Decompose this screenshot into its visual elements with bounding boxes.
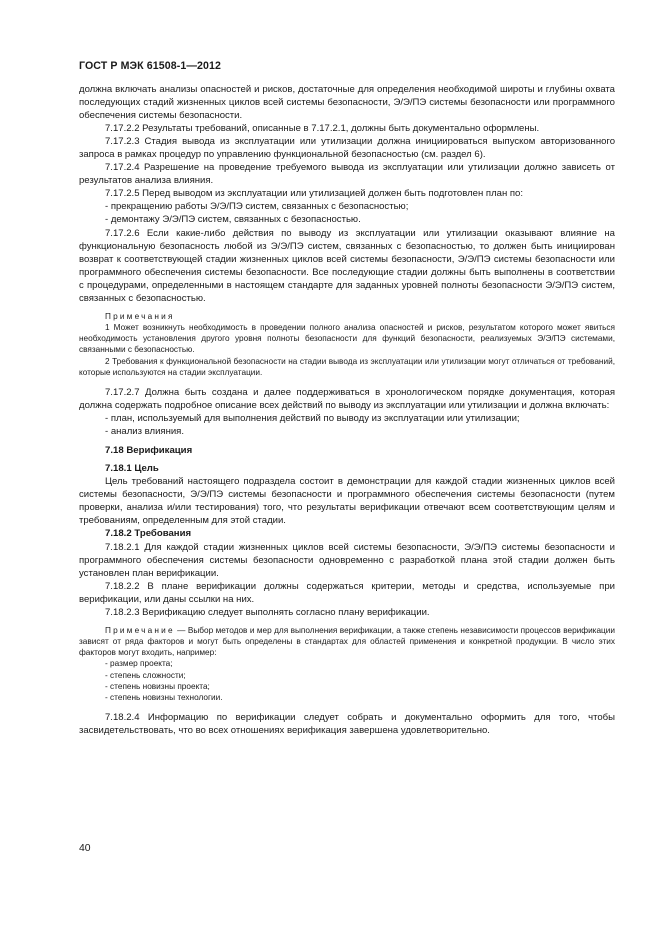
paragraph-7-17-2-7: 7.17.2.7 Должна быть создана и далее поддерживаться в хронологическом порядке документация, которая должна содержать подробное описание всех действий по выводу из эксплуатации или утилизации и должна включать: <box>79 387 615 412</box>
paragraph-7-17-2-5: 7.17.2.5 Перед выводом из эксплуатации или утилизацией должен быть подготовлен план по: <box>105 188 524 200</box>
list-item: - план, используемый для выполнения действий по выводу из эксплуатации или утилизации; <box>105 413 520 425</box>
paragraph-7-18-2-4: 7.18.2.4 Информацию по верификации следует собрать и документально оформить для того, чтобы засвидетельствовать, что во всех отношениях верификация завершена удовлетворительно. <box>79 712 615 737</box>
notes-title: Примечания <box>105 311 175 321</box>
page-number: 40 <box>79 843 91 854</box>
paragraph-goal: Цель требований настоящего подраздела состоит в демонстрации для каждой стадии жизненных циклов всей системы безопасности, Э/Э/ПЭ системы безопасности и программного обеспечения системы безопасности (путем проверки, анализа и/или тестирования) того, что результаты верификации отвечают всем соответствующим целям и требованиям, определенным для этой стадии. <box>79 476 615 527</box>
note-text: — Выбор методов и мер для выполнения верификации, а также степень независимости процессов верификации зависят от ряда факторов и могут быть определены в стандартах для областей применения и конкретной продукции. В число этих факторов могут входить, например: <box>79 625 615 658</box>
subsection-heading-7-18-2: 7.18.2 Требования <box>105 528 192 540</box>
paragraph-7-18-2-3: 7.18.2.3 Верификацию следует выполнять согласно плану верификации. <box>105 606 430 618</box>
note-item: 1 Может возникнуть необходимость в проведении полного анализа опасностей и рисков, результатом которого может явиться необходимость установления другого уровня полноты безопасности для функций безопасности, реализуемых Э/Э/ПЭ системами, связанными с безопасностью. <box>79 323 615 355</box>
note-list-item: - степень новизны проекта; <box>105 681 210 691</box>
page-content <box>79 83 615 737</box>
paragraph-7-17-2-2: 7.17.2.2 Результаты требований, описанные в 7.17.2.1, должны быть документально оформлены. <box>105 123 540 135</box>
paragraph-7-17-2-6: 7.17.2.6 Если какие-либо действия по выводу из эксплуатации или утилизации оказывают влияние на функциональную безопасность любой из Э/Э/ПЭ систем, связанных с безопасностью, то должен быть инициирован возврат к соответствующей стадии жизненных циклов всей системы безопасности, Э/Э/ПЭ системы безопасности или программного обеспечения системы безопасности. Все последующие стадии должны быть выполнены в соответствии с процедурами, определенными в настоящем стандарте для заданных уровней полноты безопасности Э/Э/ПЭ систем, связанных с безопасностью. <box>79 227 615 304</box>
section-heading-7-18: 7.18 Верификация <box>105 445 193 457</box>
note-item: 2 Требования к функциональной безопасности на стадии вывода из эксплуатации или утилизации могут отличаться от требований, которые используются на стадии эксплуатации. <box>79 356 615 377</box>
note-title: Примечание <box>105 625 175 635</box>
document-header: ГОСТ Р МЭК 61508-1—2012 <box>79 60 222 72</box>
paragraph-7-18-2-1: 7.18.2.1 Для каждой стадии жизненных циклов всей системы безопасности, Э/Э/ПЭ системы безопасности и программного обеспечения системы безопасности одновременно с разработкой плана этой стадии должен быть установлен план верификации. <box>79 541 615 579</box>
note-list-item: - размер проекта; <box>105 659 173 669</box>
paragraph-7-17-2-3: 7.17.2.3 Стадия вывода из эксплуатации или утилизации должна инициироваться выпуском авторизованного запроса в рамках процедур по управлению функциональной безопасностью (см. раздел 6). <box>79 136 615 161</box>
paragraph-7-17-2-4: 7.17.2.4 Разрешение на проведение требуемого вывода из эксплуатации или утилизации должно зависеть от результатов анализа влияния. <box>79 162 615 187</box>
note-list-item: - степень сложности; <box>105 670 186 680</box>
list-item: - прекращению работы Э/Э/ПЭ систем, связанных с безопасностью; <box>105 201 409 213</box>
subsection-heading-7-18-1: 7.18.1 Цель <box>105 463 159 475</box>
note-list-item: - степень новизны технологии. <box>105 693 223 703</box>
list-item: - анализ влияния. <box>105 426 185 438</box>
list-item: - демонтажу Э/Э/ПЭ систем, связанных с безопасностью. <box>105 214 361 226</box>
note-block <box>79 625 615 659</box>
paragraph-7-18-2-2: 7.18.2.2 В плане верификации должны содержаться критерии, методы и средства, используемые при верификации, или даны ссылки на них. <box>79 580 615 605</box>
paragraph-continuation: должна включать анализы опасностей и рисков, достаточные для определения необходимой широты и глубины охвата последующих стадий жизненных циклов всей системы безопасности, Э/Э/ПЭ системы безопасности или программного обеспечения системы безопасности. <box>79 84 615 122</box>
